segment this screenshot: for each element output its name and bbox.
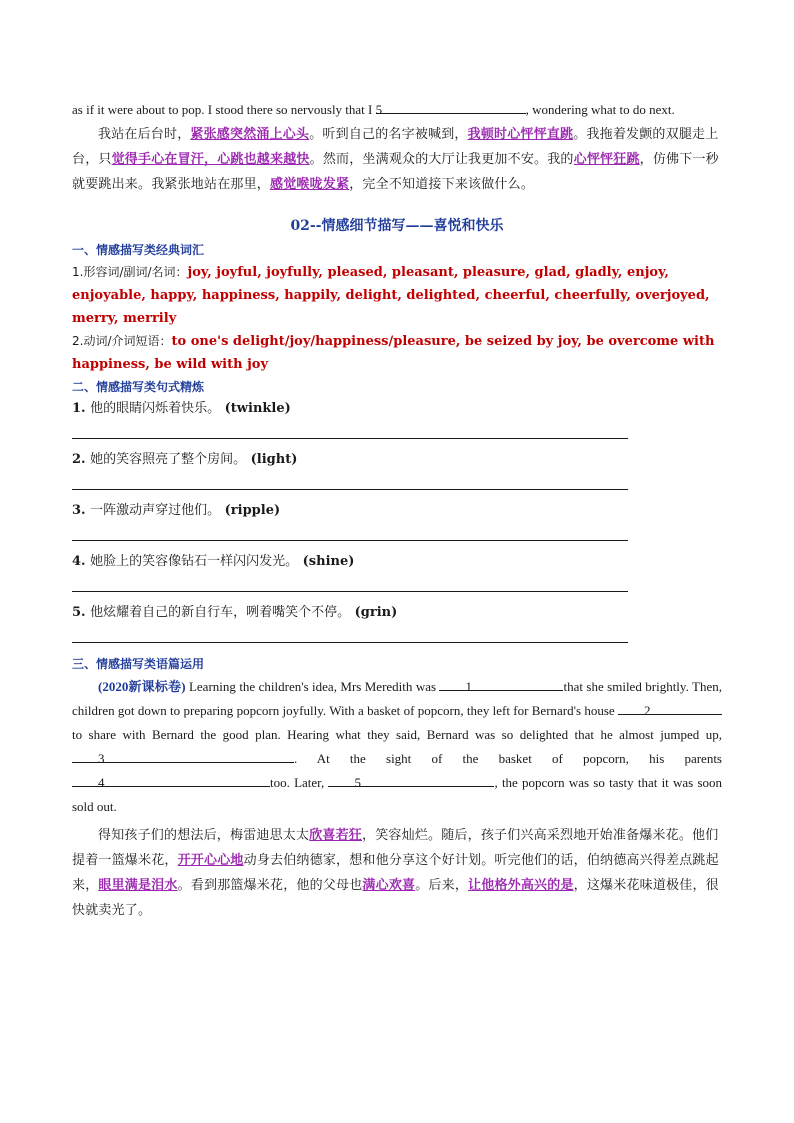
sentence-cn: 他炫耀着自己的新自行车，咧着嘴笑个不停。 bbox=[90, 605, 351, 620]
cn-text: 动身去伯纳德家，想和他分享这个好计划。听完他们的话，伯纳德高兴得差点跳起来， bbox=[72, 853, 719, 893]
sentence-item-1 bbox=[72, 398, 722, 420]
passage-chinese bbox=[72, 823, 722, 923]
sentence-hint: (shine) bbox=[302, 554, 355, 569]
answer-blank-2[interactable] bbox=[618, 699, 722, 718]
vocab-label: 1.形容词/副词/名词： bbox=[72, 265, 188, 279]
sentence-cn: 一阵激动声穿过他们。 bbox=[90, 503, 221, 518]
sentence-item-5 bbox=[72, 602, 722, 624]
sentence-number: 4. bbox=[72, 554, 86, 569]
highlight-phrase: 开开心心地 bbox=[177, 853, 244, 868]
answer-line[interactable] bbox=[72, 475, 628, 490]
highlight-phrase: 感觉喉咙发紧 bbox=[270, 177, 350, 192]
passage-text: Learning the children's idea, Mrs Meredith was bbox=[185, 679, 440, 694]
cn-text: 得知孩子们的想法后，梅雷迪思太太 bbox=[98, 828, 310, 843]
highlight-phrase: 心怦怦狂跳 bbox=[573, 152, 640, 167]
answer-line[interactable] bbox=[72, 628, 628, 643]
vocab-line-2 bbox=[72, 330, 722, 376]
highlight-phrase: 觉得手心在冒汗，心跳也越来越快 bbox=[111, 152, 310, 167]
highlight-phrase: 紧张感突然涌上心头 bbox=[190, 127, 310, 142]
document-page bbox=[72, 98, 722, 923]
sentence-cn: 她脸上的笑容像钻石一样闪闪发光。 bbox=[90, 554, 299, 569]
vocab-line-1 bbox=[72, 261, 722, 330]
highlight-phrase: 满心欢喜 bbox=[362, 878, 416, 893]
cn-text: 。看到那篮爆米花，他的父母也 bbox=[177, 878, 363, 893]
blank-number: 1 bbox=[465, 679, 472, 694]
sentence-number: 2. bbox=[72, 452, 86, 467]
cn-text: 。然而，坐满观众的大厅让我更加不安。我的 bbox=[309, 152, 574, 167]
passage-text: to share with Bernard the good plan. Hearing what they said, Bernard was so delighted that he almost jumped up, bbox=[72, 727, 722, 742]
answer-blank-4[interactable] bbox=[72, 771, 270, 790]
sentence-cn: 她的笑容照亮了整个房间。 bbox=[90, 452, 247, 467]
cn-text: 我站在后台时， bbox=[98, 127, 191, 142]
cn-text: ，完全不知道接下来该做什么。 bbox=[349, 177, 535, 192]
passage-text: . At the sight of the basket of popcorn, his parents bbox=[294, 751, 722, 766]
answer-line[interactable] bbox=[72, 577, 628, 592]
sentence-hint: (light) bbox=[250, 452, 298, 467]
sentence-item-4 bbox=[72, 551, 722, 573]
passage-heading: 三、情感描写类语篇运用 bbox=[72, 657, 205, 671]
answer-blank-5b[interactable] bbox=[328, 771, 494, 790]
highlight-phrase: 让他格外高兴的是 bbox=[468, 878, 574, 893]
cn-text: ，仿佛下一秒就要跳出来。我紧张地站在那里， bbox=[72, 152, 719, 192]
blank-number: 3 bbox=[98, 751, 105, 766]
blank-number: 2 bbox=[644, 703, 651, 718]
answer-blank-1[interactable] bbox=[439, 675, 563, 694]
vocab-heading: 一、情感描写类经典词汇 bbox=[72, 243, 205, 257]
sentence-number: 1. bbox=[72, 401, 86, 416]
cn-text: ，这爆米花味道极佳，很快就卖光了。 bbox=[72, 878, 719, 918]
cn-text: 。听到自己的名字被喊到， bbox=[309, 127, 468, 142]
sentence-hint: (twinkle) bbox=[224, 401, 291, 416]
top-english-fragment bbox=[72, 98, 722, 122]
vocab-label: 2.动词/介词短语： bbox=[72, 334, 172, 348]
sentence-heading: 二、情感描写类句式精炼 bbox=[72, 380, 205, 394]
section-title: 02--情感细节描写——喜悦和快乐 bbox=[290, 218, 504, 234]
cn-text: 。我拖着发颤的双腿走上台，只 bbox=[72, 127, 719, 167]
sentence-item-2 bbox=[72, 449, 722, 471]
sentence-cn: 他的眼睛闪烁着快乐。 bbox=[90, 401, 221, 416]
sentence-exercise bbox=[72, 398, 722, 643]
blank-number: 4 bbox=[98, 775, 105, 790]
exam-source-tag: (2020新课标卷) bbox=[98, 679, 186, 694]
passage-text: that she smiled brightly. Then, children got down to preparing popcorn joyfully. With a basket of popcorn, they left for Bernard's house bbox=[72, 679, 722, 718]
vocab-words: to one's delight/joy/happiness/pleasure, be seized by joy, be overcome with happiness, be wild with joy bbox=[72, 334, 715, 372]
highlight-phrase: 欣喜若狂 bbox=[309, 828, 363, 843]
blank-number: 5 bbox=[375, 102, 383, 117]
cn-text: 。后来， bbox=[415, 878, 469, 893]
answer-blank-3[interactable] bbox=[72, 747, 294, 766]
passage-text: too. Later, bbox=[270, 775, 329, 790]
sentence-number: 3. bbox=[72, 503, 86, 518]
answer-line[interactable] bbox=[72, 424, 628, 439]
cn-text: ，笑容灿烂。随后，孩子们兴高采烈地开始准备爆米花。他们提着一篮爆米花， bbox=[72, 828, 719, 868]
passage-text: , the popcorn was so tasty that it was soon sold out. bbox=[72, 775, 723, 814]
passage-english bbox=[72, 675, 722, 819]
answer-line[interactable] bbox=[72, 526, 628, 541]
fragment-text: as if it were about to pop. I stood there so nervously that I bbox=[72, 102, 376, 117]
fragment-text-end: , wondering what to do next. bbox=[525, 102, 675, 117]
sentence-item-3 bbox=[72, 500, 722, 522]
top-chinese-paragraph bbox=[72, 122, 722, 197]
highlight-phrase: 我顿时心怦怦直跳 bbox=[467, 127, 574, 142]
sentence-number: 5. bbox=[72, 605, 86, 620]
sentence-hint: (ripple) bbox=[224, 503, 281, 518]
blank-number: 5 bbox=[354, 775, 361, 790]
vocab-words: joy, joyful, joyfully, pleased, pleasant, pleasure, glad, gladly, enjoy, enjoyable, happy, happiness, happily, delight, delighted, cheerful, cheerfully, overjoyed, merry, merrily bbox=[72, 265, 710, 326]
sentence-hint: (grin) bbox=[354, 605, 398, 620]
answer-blank-5[interactable] bbox=[375, 98, 526, 117]
highlight-phrase: 眼里满是泪水 bbox=[98, 878, 178, 893]
